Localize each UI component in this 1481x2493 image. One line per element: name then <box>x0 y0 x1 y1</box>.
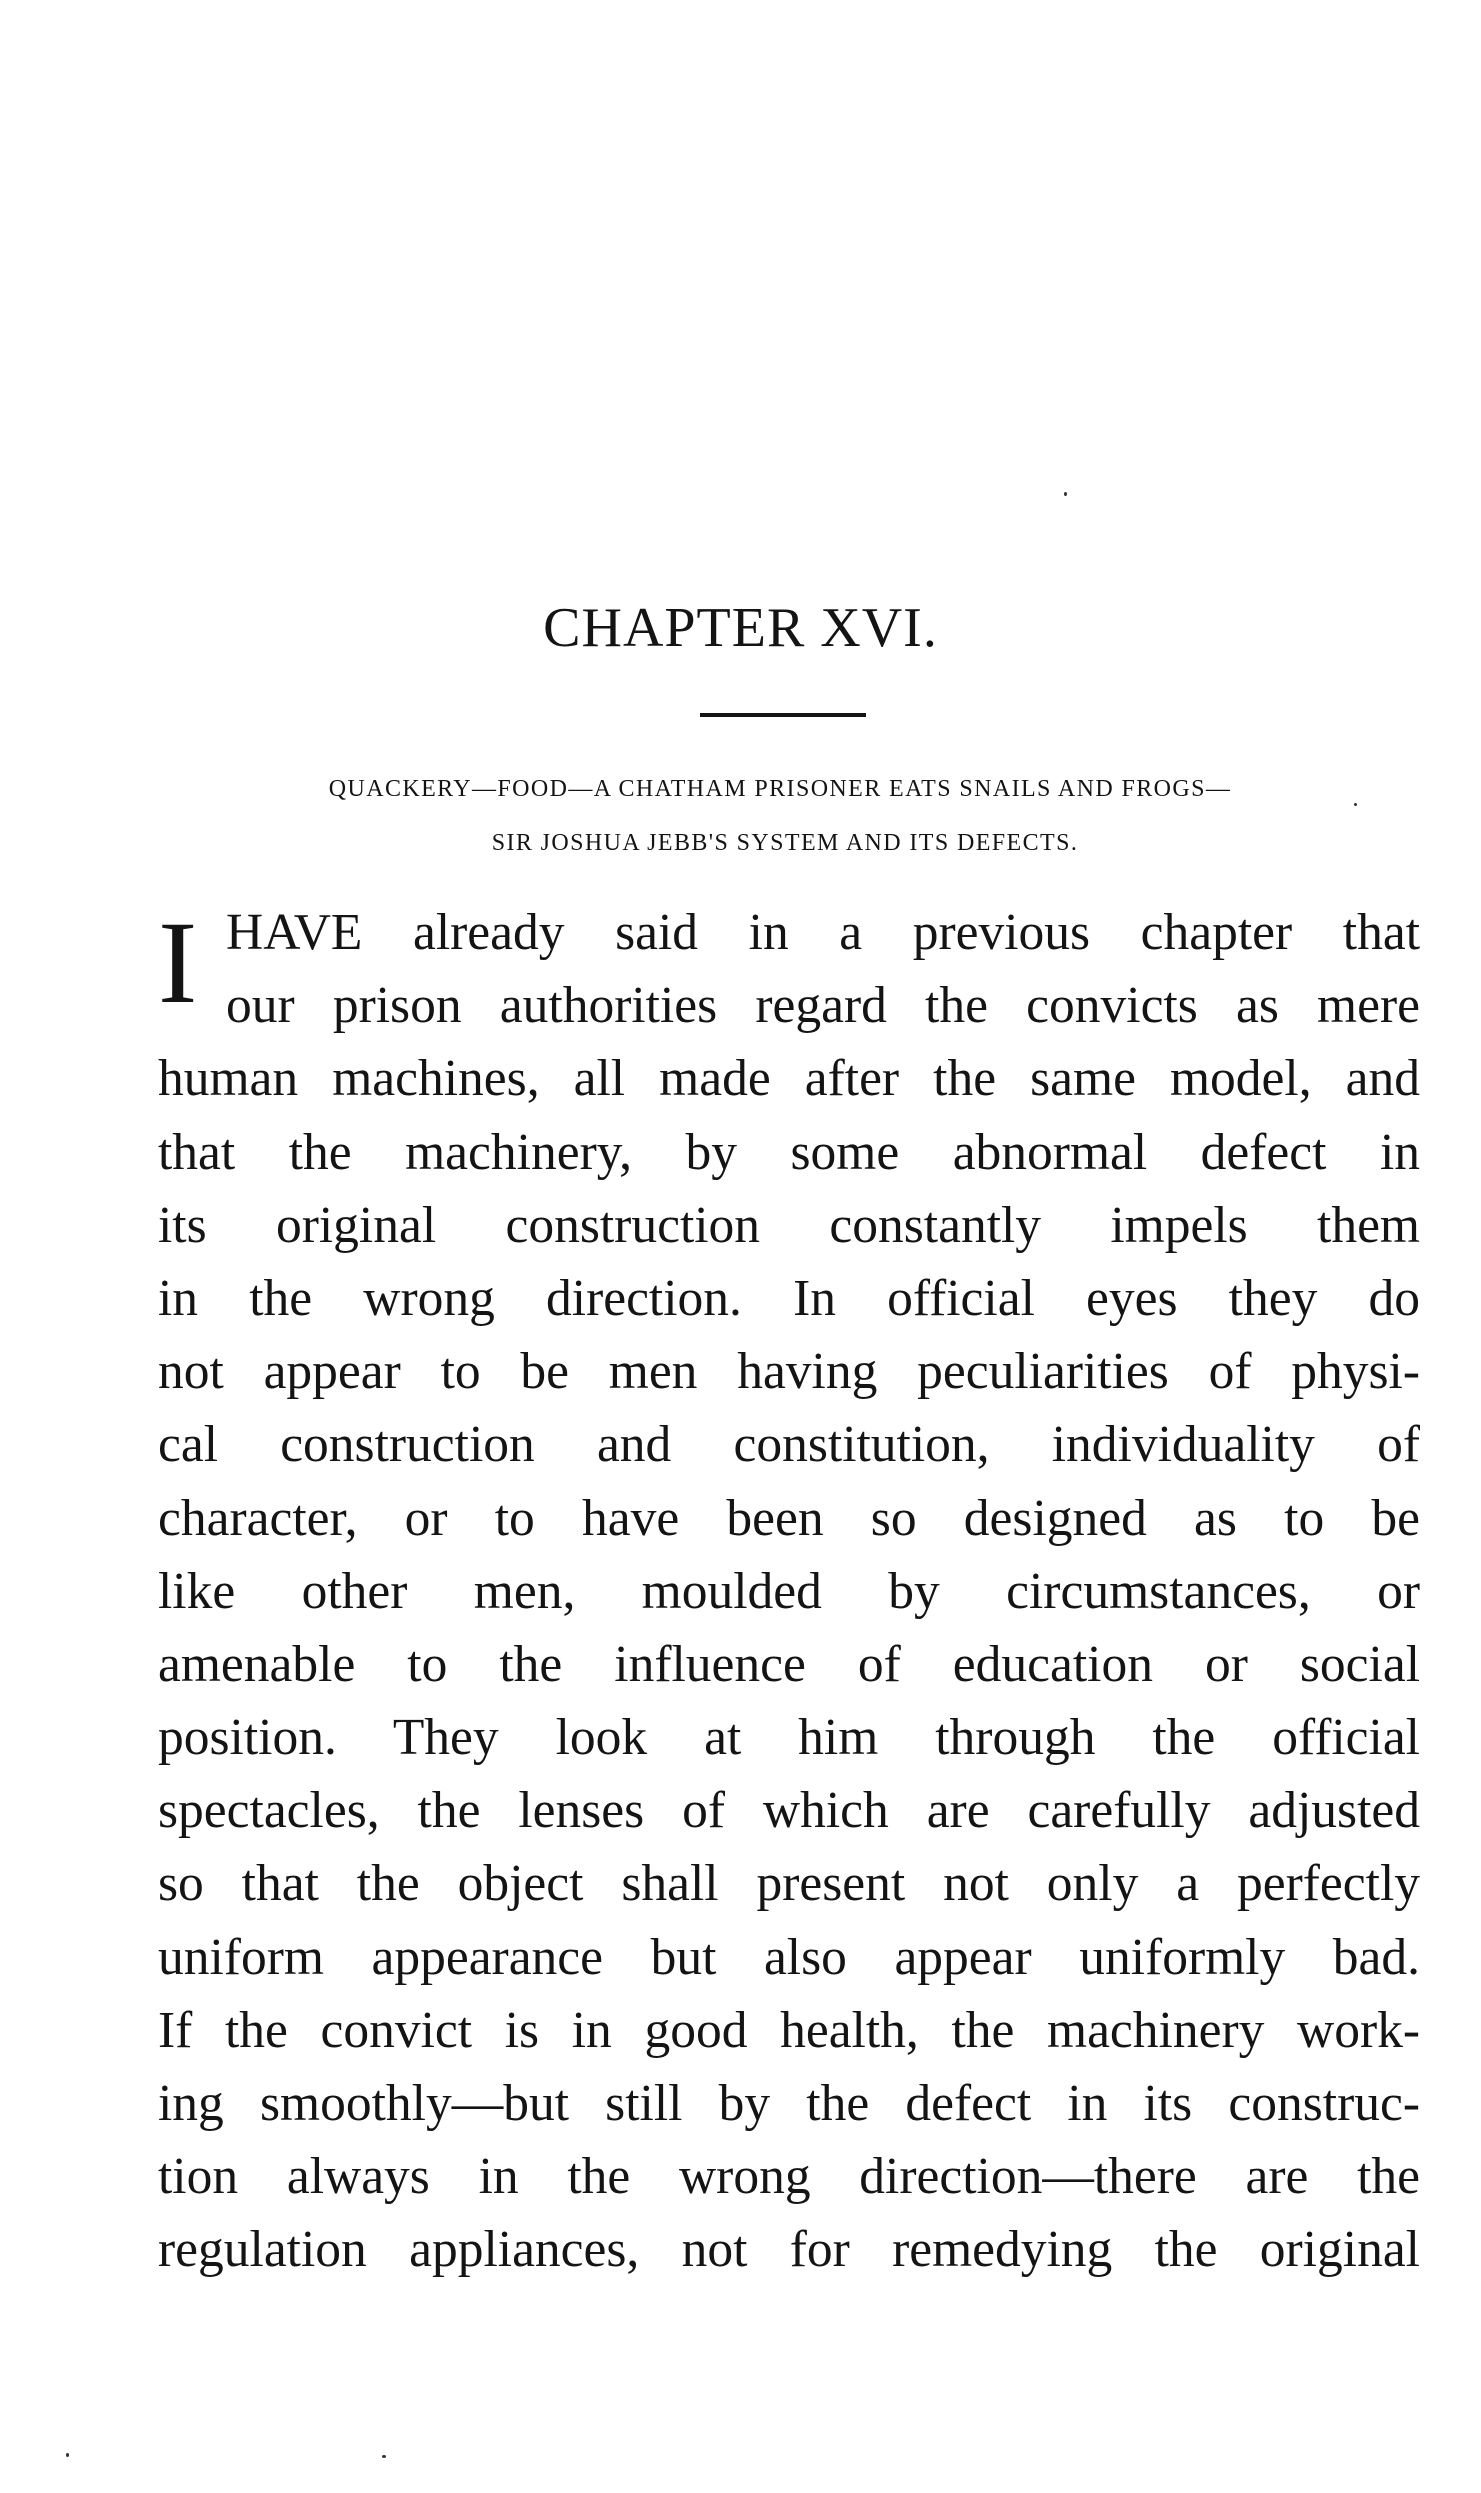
body-line-8: cal construction and constitution, individuality of <box>158 1416 1420 1474</box>
scan-speck <box>382 2455 386 2458</box>
scan-speck <box>1064 492 1067 496</box>
body-line-15: uniform appearance but also appear uniformly bad. <box>158 1928 1420 1986</box>
body-line-10: like other men, moulded by circumstances, or <box>158 1562 1420 1620</box>
body-line-7: not appear to be men having peculiarities of physi- <box>158 1343 1420 1401</box>
body-line-19: regulation appliances, not for remedying the original <box>158 2221 1420 2279</box>
body-line-11: amenable to the influence of education or social <box>158 1635 1420 1693</box>
body-line-6: in the wrong direction. In official eyes they do <box>158 1269 1420 1327</box>
drop-cap: I <box>158 897 198 1028</box>
body-line-3: human machines, all made after the same model, and <box>158 1050 1420 1108</box>
chapter-synopsis-line-1: QUACKERY—FOOD—A CHATHAM PRISONER EATS SNAILS AND FROGS— <box>328 776 1232 802</box>
chapter-body <box>158 896 1420 2287</box>
chapter-heading: CHAPTER XVI. <box>543 597 938 659</box>
body-line-13: spectacles, the lenses of which are carefully adjusted <box>158 1782 1420 1840</box>
body-line-16: If the convict is in good health, the machinery work- <box>158 2001 1420 2059</box>
chapter-synopsis-line-2: SIR JOSHUA JEBB'S SYSTEM AND ITS DEFECTS. <box>491 830 1079 856</box>
body-line-14: so that the object shall present not only a perfectly <box>158 1855 1420 1913</box>
body-line-1-text: HAVE already said in a previous chapter that <box>226 904 1420 961</box>
body-line-18: tion always in the wrong direction—there are the <box>158 2148 1420 2206</box>
body-line-17: ing smoothly—but still by the defect in its construc- <box>158 2075 1420 2132</box>
heading-rule <box>700 713 866 717</box>
scan-speck <box>1354 803 1357 806</box>
body-line-5: its original construction constantly impels them <box>158 1196 1420 1254</box>
scan-speck <box>66 2453 69 2457</box>
body-line-2: our prison authorities regard the convicts as mere <box>226 977 1420 1035</box>
body-line-9: character, or to have been so designed as to be <box>158 1489 1420 1547</box>
body-line-12: position. They look at him through the official <box>158 1709 1420 1767</box>
body-line-4: that the machinery, by some abnormal defect in <box>158 1123 1420 1181</box>
